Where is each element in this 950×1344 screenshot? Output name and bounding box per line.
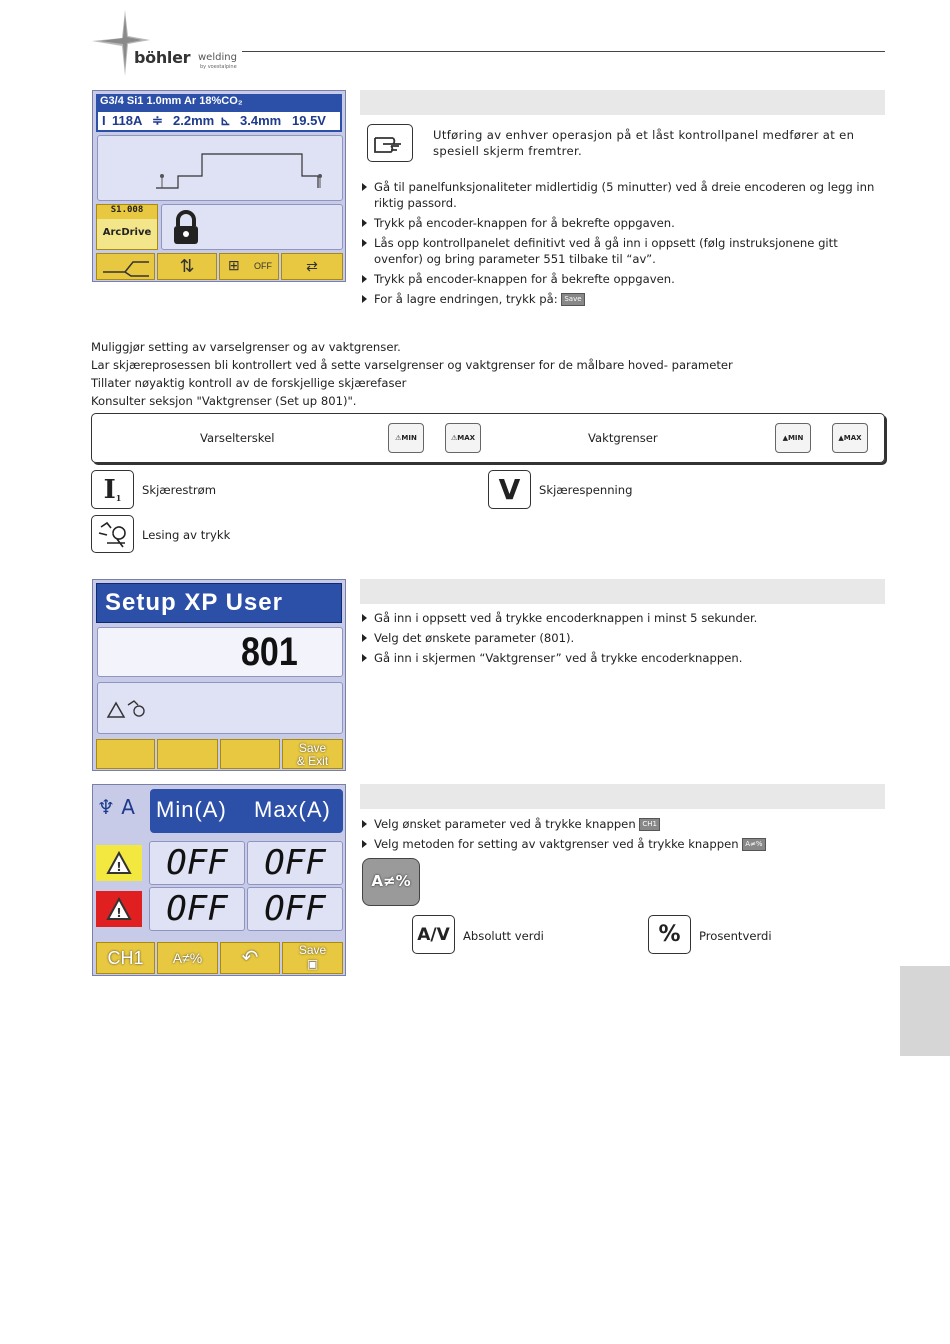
s2-bullet-3-text: Gå inn i skjermen “Vaktgrenser” ved å trykke encoderknappen. [374, 651, 743, 665]
setup-btn-2[interactable] [157, 739, 218, 769]
mode-name: ArcDrive [102, 227, 152, 238]
alarm-max-value: OFF [247, 887, 343, 931]
chapter-tab [900, 966, 950, 1056]
readout-line: I 118A ≑ 2.2mm ⊾ 3.4mm 19.5V [98, 112, 340, 130]
waveform-panel [97, 135, 343, 201]
floppy-icon: ▣ [306, 957, 319, 971]
save-exit-button[interactable] [282, 739, 343, 769]
setup-value: 801 [241, 630, 298, 674]
program-box [96, 204, 158, 250]
section1-intro: Utføring av enhver operasjon på et låst kontrollpanel medfører at en spesiell skjerm fremtrer. [433, 128, 855, 158]
s1-bullet-3 [362, 235, 886, 267]
legend-voltage: Skjærespenning [539, 483, 633, 497]
setup-screen [92, 579, 346, 771]
legend-current: Skjærestrøm [142, 483, 217, 497]
voltage-value: 19.5V [292, 113, 326, 128]
section1-header [360, 90, 885, 115]
intro-line-1: Muliggjør setting av varselgrenser og av vaktgrenser. [91, 340, 401, 354]
alarm-icon: ▲ [782, 434, 788, 442]
warning-row-icon [96, 845, 142, 881]
minmax-header [150, 789, 343, 833]
torch-button[interactable] [96, 253, 155, 280]
setup-info-panel [97, 682, 343, 734]
voltage-icon: V [488, 470, 531, 509]
updown-button[interactable]: ⇅ [157, 253, 217, 280]
locked-panel-screen [92, 90, 346, 282]
s1-bullet-2 [362, 215, 886, 231]
warning-min-key [388, 423, 424, 453]
alarm-min-label: MIN [787, 434, 804, 442]
warning-min-value: OFF [149, 841, 245, 885]
off-label: OFF [254, 261, 272, 271]
alarm-max-key [832, 423, 868, 453]
brand-name: böhler [134, 48, 191, 67]
setup-value-panel [97, 627, 343, 677]
setup-title-bar [96, 583, 342, 623]
alarm-min-value: OFF [149, 887, 245, 931]
stickout-value: 3.4mm [240, 113, 282, 128]
min-label: Min(A) [156, 797, 227, 822]
warning-icon: ⚠ [395, 434, 402, 442]
alarm-icon: ▲ [838, 434, 844, 442]
s3-bullet-1 [362, 816, 886, 832]
warning-threshold-label: Varselterskel [200, 431, 275, 445]
memory-button[interactable]: ⇄ [281, 253, 343, 280]
setup-btn-1[interactable] [96, 739, 155, 769]
s2-bullet-2 [362, 630, 886, 646]
undo-button[interactable] [220, 942, 280, 974]
padlock-icon [166, 208, 206, 248]
warning-max-value: OFF [247, 841, 343, 885]
s1-bullet-4-text: Trykk på encoder-knappen for å bekrefte oppgaven. [374, 272, 675, 286]
limits-screen [92, 784, 346, 976]
current-icon: I 1 [91, 470, 134, 509]
s2-bullet-1 [362, 610, 886, 626]
setup-title: Setup XP User [105, 589, 283, 616]
warning-max-key [445, 423, 481, 453]
current-value: 118A [112, 113, 143, 128]
intro-line-2: Lar skjæreprosessen bli kontrollert ved å sette varselgrenser og vaktgrenser for de målbare hoved- parameter [91, 358, 733, 372]
alarm-row-icon [96, 891, 142, 927]
warning-max-label: MAX [457, 434, 476, 442]
mode-key-large: A≠% [362, 858, 420, 906]
s1-bullet-5 [362, 291, 886, 307]
s1-bullet-5-text: For å lagre endringen, trykk på: [374, 292, 558, 306]
undo-icon: ↶ [241, 947, 259, 969]
unit-label: A [121, 795, 135, 819]
torch-icon [97, 254, 156, 281]
ch1-key-icon: CH1 [639, 818, 660, 831]
svg-text:!: ! [116, 906, 122, 920]
pressure-unit [97, 795, 135, 819]
ch1-button[interactable]: CH1 [96, 942, 155, 974]
percent-value-label: Prosentverdi [699, 929, 772, 943]
program-number: S1.008 [97, 205, 157, 219]
save-key-icon: Save [561, 293, 584, 306]
screen-header [96, 94, 342, 132]
brand-suffix: welding [198, 52, 237, 63]
absolute-value-label: Absolutt verdi [463, 929, 544, 943]
section2-header [360, 579, 885, 604]
s1-bullet-2-text: Trykk på encoder-knappen for å bekrefte oppgaven. [374, 216, 675, 230]
alarm-min-key [775, 423, 811, 453]
s1-bullet-3-text: Lås opp kontrollpanelet definitivt ved å gå inn i oppsett (følg instruksjonene gitt ovenfor) og bring parameter 551 tilbake til “av”. [374, 236, 838, 266]
alarm-limits-label: Vaktgrenser [588, 431, 658, 445]
mode-key-icon: A≠% [742, 838, 765, 851]
save-button[interactable] [282, 942, 343, 974]
s3-bullet-2 [362, 836, 886, 852]
hand-pointer-icon [367, 124, 413, 162]
header-rule [242, 51, 885, 52]
s1-bullet-1-text: Gå til panelfunksjonaliteter midlertidig (5 minutter) ved å dreie encoderen og legg inn riktig passord. [374, 180, 875, 210]
legend-pressure: Lesing av trykk [142, 528, 231, 542]
process-line: G3/4 Si1 1.0mm Ar 18%CO₂ [100, 95, 243, 107]
intro-line-3: Tillater nøyaktig kontroll av de forskjellige skjærefaser [91, 376, 407, 390]
warning-icon: ⚠ [450, 434, 458, 442]
save-exit-line1: Save [298, 741, 327, 755]
waveform-icon [98, 136, 344, 202]
mode-toggle-button[interactable]: A≠% [157, 942, 218, 974]
absolute-value-icon: A/V [412, 915, 455, 954]
percent-value-icon: % [648, 915, 691, 954]
s2-bullet-1-text: Gå inn i oppsett ved å trykke encoderknappen i minst 5 sekunder. [374, 611, 758, 625]
warning-min-label: MIN [401, 434, 417, 442]
s1-bullet-1 [362, 179, 886, 211]
save-label: Save [298, 943, 327, 957]
intro-line-4: Konsulter seksjon "Vaktgrenser (Set up 801)". [91, 394, 357, 408]
off-button[interactable] [219, 253, 279, 280]
pressure-gauge-icon: ♆ [97, 795, 115, 819]
grid-icon: ⊞ [228, 257, 240, 273]
lock-panel [161, 204, 343, 250]
s3-bullet-1-text: Velg ønsket parameter ved å trykke knappen [374, 817, 636, 831]
brand-sub: by voestalpine [200, 64, 237, 70]
warning-pressure-icon [104, 693, 154, 723]
wire-value: 2.2mm [173, 113, 215, 128]
max-label: Max(A) [254, 797, 331, 822]
s3-bullet-2-text: Velg metoden for setting av vaktgrenser ved å trykke knappen [374, 837, 739, 851]
s2-bullet-2-text: Velg det ønskete parameter (801). [374, 631, 575, 645]
pressure-icon [91, 515, 134, 553]
s2-bullet-3 [362, 650, 886, 666]
save-exit-line2: & Exit [296, 754, 329, 768]
s1-bullet-4 [362, 271, 886, 287]
svg-text:!: ! [116, 860, 122, 874]
setup-btn-3[interactable] [220, 739, 280, 769]
section3-header [360, 784, 885, 809]
alarm-max-label: MAX [843, 434, 862, 442]
